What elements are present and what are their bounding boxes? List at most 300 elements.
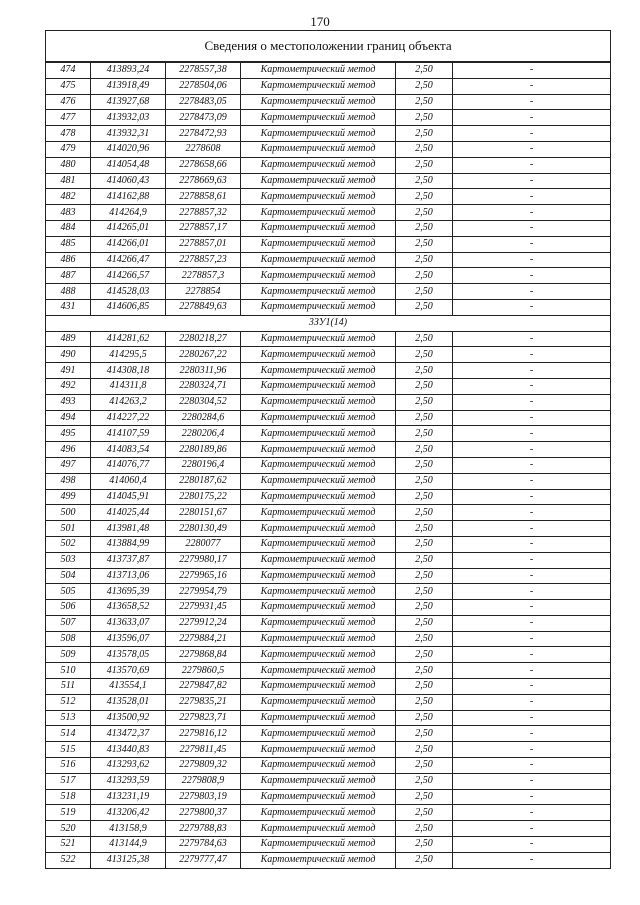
y-coordinate-cell: 2279884,21	[166, 631, 241, 647]
description-cell: -	[453, 126, 611, 142]
accuracy-cell: 2,50	[396, 268, 453, 284]
point-number-cell: 513	[46, 710, 91, 726]
description-cell: -	[453, 505, 611, 521]
point-number-cell: 489	[46, 331, 91, 347]
x-coordinate-cell: 413206,42	[91, 805, 166, 821]
x-coordinate-cell: 414076,77	[91, 457, 166, 473]
accuracy-cell: 2,50	[396, 173, 453, 189]
method-cell: Картометрический метод	[241, 505, 396, 521]
y-coordinate-cell: 2279835,21	[166, 694, 241, 710]
accuracy-cell: 2,50	[396, 62, 453, 78]
accuracy-cell: 2,50	[396, 852, 453, 868]
description-cell: -	[453, 220, 611, 236]
x-coordinate-cell: 414281,62	[91, 331, 166, 347]
table-row	[46, 347, 611, 363]
table-row	[46, 94, 611, 110]
accuracy-cell: 2,50	[396, 473, 453, 489]
method-cell: Картометрический метод	[241, 78, 396, 94]
table-row	[46, 157, 611, 173]
table-row	[46, 268, 611, 284]
x-coordinate-cell: 414263,2	[91, 394, 166, 410]
x-coordinate-cell: 414060,4	[91, 473, 166, 489]
description-cell: -	[453, 805, 611, 821]
accuracy-cell: 2,50	[396, 157, 453, 173]
accuracy-cell: 2,50	[396, 758, 453, 774]
point-number-cell: 481	[46, 173, 91, 189]
point-number-cell: 512	[46, 694, 91, 710]
method-cell: Картометрический метод	[241, 173, 396, 189]
method-cell: Картометрический метод	[241, 62, 396, 78]
table-row	[46, 663, 611, 679]
description-cell: -	[453, 299, 611, 315]
point-number-cell: 509	[46, 647, 91, 663]
accuracy-cell: 2,50	[396, 94, 453, 110]
point-number-cell: 490	[46, 347, 91, 363]
x-coordinate-cell: 414311,8	[91, 378, 166, 394]
method-cell: Картометрический метод	[241, 679, 396, 695]
table-row	[46, 141, 611, 157]
accuracy-cell: 2,50	[396, 821, 453, 837]
table-row	[46, 521, 611, 537]
x-coordinate-cell: 413927,68	[91, 94, 166, 110]
table-row	[46, 173, 611, 189]
x-coordinate-cell: 414060,43	[91, 173, 166, 189]
description-cell: -	[453, 615, 611, 631]
x-coordinate-cell: 414054,48	[91, 157, 166, 173]
description-cell: -	[453, 647, 611, 663]
x-coordinate-cell: 413440,83	[91, 742, 166, 758]
point-number-cell: 521	[46, 837, 91, 853]
method-cell: Картометрический метод	[241, 742, 396, 758]
point-number-cell: 488	[46, 284, 91, 300]
table-row	[46, 837, 611, 853]
description-cell: -	[453, 78, 611, 94]
accuracy-cell: 2,50	[396, 631, 453, 647]
method-cell: Картометрический метод	[241, 110, 396, 126]
y-coordinate-cell: 2279868,84	[166, 647, 241, 663]
x-coordinate-cell: 414083,54	[91, 442, 166, 458]
x-coordinate-cell: 414266,47	[91, 252, 166, 268]
y-coordinate-cell: 2279803,19	[166, 789, 241, 805]
description-cell: -	[453, 837, 611, 853]
method-cell: Картометрический метод	[241, 363, 396, 379]
y-coordinate-cell: 2279811,45	[166, 742, 241, 758]
table-body	[46, 31, 611, 869]
x-coordinate-cell: 413472,37	[91, 726, 166, 742]
x-coordinate-cell: 413981,48	[91, 521, 166, 537]
table-row	[46, 284, 611, 300]
description-cell: -	[453, 110, 611, 126]
accuracy-cell: 2,50	[396, 742, 453, 758]
method-cell: Картометрический метод	[241, 615, 396, 631]
x-coordinate-cell: 413918,49	[91, 78, 166, 94]
method-cell: Картометрический метод	[241, 394, 396, 410]
method-cell: Картометрический метод	[241, 473, 396, 489]
accuracy-cell: 2,50	[396, 442, 453, 458]
y-coordinate-cell: 2278849,63	[166, 299, 241, 315]
accuracy-cell: 2,50	[396, 600, 453, 616]
y-coordinate-cell: 2279912,24	[166, 615, 241, 631]
accuracy-cell: 2,50	[396, 584, 453, 600]
y-coordinate-cell: 2278858,61	[166, 189, 241, 205]
x-coordinate-cell: 413125,38	[91, 852, 166, 868]
table-row	[46, 852, 611, 868]
method-cell: Картометрический метод	[241, 726, 396, 742]
table-row	[46, 220, 611, 236]
point-number-cell: 502	[46, 536, 91, 552]
point-number-cell: 476	[46, 94, 91, 110]
y-coordinate-cell: 2278854	[166, 284, 241, 300]
table-row	[46, 647, 611, 663]
table-row	[46, 821, 611, 837]
y-coordinate-cell: 2278473,09	[166, 110, 241, 126]
y-coordinate-cell: 2280304,52	[166, 394, 241, 410]
method-cell: Картометрический метод	[241, 141, 396, 157]
method-cell: Картометрический метод	[241, 647, 396, 663]
accuracy-cell: 2,50	[396, 457, 453, 473]
point-number-cell: 519	[46, 805, 91, 821]
y-coordinate-cell: 2278608	[166, 141, 241, 157]
x-coordinate-cell: 413713,06	[91, 568, 166, 584]
method-cell: Картометрический метод	[241, 126, 396, 142]
y-coordinate-cell: 2280284,6	[166, 410, 241, 426]
y-coordinate-cell: 2278472,93	[166, 126, 241, 142]
point-number-cell: 498	[46, 473, 91, 489]
table-row	[46, 536, 611, 552]
accuracy-cell: 2,50	[396, 410, 453, 426]
description-cell: -	[453, 489, 611, 505]
accuracy-cell: 2,50	[396, 426, 453, 442]
description-cell: -	[453, 236, 611, 252]
x-coordinate-cell: 413884,99	[91, 536, 166, 552]
point-number-cell: 495	[46, 426, 91, 442]
point-number-cell: 500	[46, 505, 91, 521]
point-number-cell: 507	[46, 615, 91, 631]
description-cell: -	[453, 141, 611, 157]
description-cell: -	[453, 584, 611, 600]
accuracy-cell: 2,50	[396, 347, 453, 363]
point-number-cell: 499	[46, 489, 91, 505]
method-cell: Картометрический метод	[241, 94, 396, 110]
method-cell: Картометрический метод	[241, 220, 396, 236]
method-cell: Картометрический метод	[241, 805, 396, 821]
table-row	[46, 758, 611, 774]
x-coordinate-cell: 414528,03	[91, 284, 166, 300]
method-cell: Картометрический метод	[241, 852, 396, 868]
y-coordinate-cell: 2279777,47	[166, 852, 241, 868]
point-number-cell: 493	[46, 394, 91, 410]
point-number-cell: 510	[46, 663, 91, 679]
method-cell: Картометрический метод	[241, 710, 396, 726]
table-title: Сведения о местоположении границ объекта	[46, 31, 611, 63]
point-number-cell: 516	[46, 758, 91, 774]
point-number-cell: 431	[46, 299, 91, 315]
accuracy-cell: 2,50	[396, 252, 453, 268]
method-cell: Картометрический метод	[241, 600, 396, 616]
x-coordinate-cell: 413528,01	[91, 694, 166, 710]
point-number-cell: 506	[46, 600, 91, 616]
point-number-cell: 479	[46, 141, 91, 157]
table-row	[46, 236, 611, 252]
accuracy-cell: 2,50	[396, 236, 453, 252]
accuracy-cell: 2,50	[396, 78, 453, 94]
accuracy-cell: 2,50	[396, 789, 453, 805]
table-row	[46, 442, 611, 458]
point-number-cell: 501	[46, 521, 91, 537]
method-cell: Картометрический метод	[241, 347, 396, 363]
x-coordinate-cell: 414264,9	[91, 205, 166, 221]
method-cell: Картометрический метод	[241, 442, 396, 458]
accuracy-cell: 2,50	[396, 568, 453, 584]
y-coordinate-cell: 2278504,06	[166, 78, 241, 94]
x-coordinate-cell: 414266,57	[91, 268, 166, 284]
description-cell: -	[453, 252, 611, 268]
y-coordinate-cell: 2279980,17	[166, 552, 241, 568]
table-row	[46, 694, 611, 710]
y-coordinate-cell: 2278557,38	[166, 62, 241, 78]
y-coordinate-cell: 2280151,67	[166, 505, 241, 521]
accuracy-cell: 2,50	[396, 489, 453, 505]
table-row	[46, 62, 611, 78]
method-cell: Картометрический метод	[241, 331, 396, 347]
description-cell: -	[453, 268, 611, 284]
description-cell: -	[453, 442, 611, 458]
method-cell: Картометрический метод	[241, 410, 396, 426]
description-cell: -	[453, 521, 611, 537]
y-coordinate-cell: 2279788,83	[166, 821, 241, 837]
accuracy-cell: 2,50	[396, 205, 453, 221]
method-cell: Картометрический метод	[241, 552, 396, 568]
y-coordinate-cell: 2279954,79	[166, 584, 241, 600]
method-cell: Картометрический метод	[241, 521, 396, 537]
x-coordinate-cell: 414107,59	[91, 426, 166, 442]
table-row	[46, 600, 611, 616]
point-number-cell: 511	[46, 679, 91, 695]
point-number-cell: 515	[46, 742, 91, 758]
y-coordinate-cell: 2278857,23	[166, 252, 241, 268]
y-coordinate-cell: 2278857,3	[166, 268, 241, 284]
table-row	[46, 584, 611, 600]
description-cell: -	[453, 189, 611, 205]
accuracy-cell: 2,50	[396, 552, 453, 568]
method-cell: Картометрический метод	[241, 584, 396, 600]
y-coordinate-cell: 2279784,63	[166, 837, 241, 853]
description-cell: -	[453, 347, 611, 363]
point-number-cell: 483	[46, 205, 91, 221]
table-row	[46, 631, 611, 647]
y-coordinate-cell: 2278483,05	[166, 94, 241, 110]
accuracy-cell: 2,50	[396, 299, 453, 315]
point-number-cell: 505	[46, 584, 91, 600]
method-cell: Картометрический метод	[241, 426, 396, 442]
x-coordinate-cell: 413144,9	[91, 837, 166, 853]
description-cell: -	[453, 773, 611, 789]
point-number-cell: 504	[46, 568, 91, 584]
accuracy-cell: 2,50	[396, 220, 453, 236]
method-cell: Картометрический метод	[241, 821, 396, 837]
section-label: 3ЗУ1(14)	[46, 315, 611, 331]
table-row	[46, 789, 611, 805]
x-coordinate-cell: 413231,19	[91, 789, 166, 805]
accuracy-cell: 2,50	[396, 189, 453, 205]
table-row	[46, 726, 611, 742]
y-coordinate-cell: 2280206,4	[166, 426, 241, 442]
table-row	[46, 252, 611, 268]
description-cell: -	[453, 631, 611, 647]
method-cell: Картометрический метод	[241, 284, 396, 300]
point-number-cell: 517	[46, 773, 91, 789]
x-coordinate-cell: 413893,24	[91, 62, 166, 78]
x-coordinate-cell: 413500,92	[91, 710, 166, 726]
accuracy-cell: 2,50	[396, 110, 453, 126]
point-number-cell: 477	[46, 110, 91, 126]
table-row	[46, 679, 611, 695]
description-cell: -	[453, 852, 611, 868]
table-row	[46, 489, 611, 505]
y-coordinate-cell: 2280077	[166, 536, 241, 552]
y-coordinate-cell: 2280218,27	[166, 331, 241, 347]
point-number-cell: 482	[46, 189, 91, 205]
accuracy-cell: 2,50	[396, 378, 453, 394]
description-cell: -	[453, 94, 611, 110]
x-coordinate-cell: 413633,07	[91, 615, 166, 631]
y-coordinate-cell: 2279860,5	[166, 663, 241, 679]
accuracy-cell: 2,50	[396, 521, 453, 537]
table-row	[46, 331, 611, 347]
point-number-cell: 497	[46, 457, 91, 473]
accuracy-cell: 2,50	[396, 647, 453, 663]
x-coordinate-cell: 414020,96	[91, 141, 166, 157]
description-cell: -	[453, 679, 611, 695]
y-coordinate-cell: 2280324,71	[166, 378, 241, 394]
y-coordinate-cell: 2279823,71	[166, 710, 241, 726]
boundary-coordinates-table	[45, 30, 611, 869]
point-number-cell: 474	[46, 62, 91, 78]
point-number-cell: 520	[46, 821, 91, 837]
x-coordinate-cell: 413695,39	[91, 584, 166, 600]
y-coordinate-cell: 2279931,45	[166, 600, 241, 616]
table-row	[46, 426, 611, 442]
accuracy-cell: 2,50	[396, 679, 453, 695]
point-number-cell: 518	[46, 789, 91, 805]
method-cell: Картометрический метод	[241, 773, 396, 789]
y-coordinate-cell: 2278857,01	[166, 236, 241, 252]
method-cell: Картометрический метод	[241, 694, 396, 710]
y-coordinate-cell: 2278669,63	[166, 173, 241, 189]
table-row	[46, 394, 611, 410]
table-row	[46, 299, 611, 315]
accuracy-cell: 2,50	[396, 126, 453, 142]
y-coordinate-cell: 2280187,62	[166, 473, 241, 489]
x-coordinate-cell: 414265,01	[91, 220, 166, 236]
table-row	[46, 363, 611, 379]
point-number-cell: 484	[46, 220, 91, 236]
method-cell: Картометрический метод	[241, 252, 396, 268]
x-coordinate-cell: 413596,07	[91, 631, 166, 647]
table-row	[46, 126, 611, 142]
description-cell: -	[453, 157, 611, 173]
description-cell: -	[453, 473, 611, 489]
y-coordinate-cell: 2279800,37	[166, 805, 241, 821]
description-cell: -	[453, 378, 611, 394]
accuracy-cell: 2,50	[396, 805, 453, 821]
y-coordinate-cell: 2280267,22	[166, 347, 241, 363]
accuracy-cell: 2,50	[396, 726, 453, 742]
table-row	[46, 110, 611, 126]
point-number-cell: 494	[46, 410, 91, 426]
x-coordinate-cell: 413293,62	[91, 758, 166, 774]
table-row	[46, 473, 611, 489]
point-number-cell: 496	[46, 442, 91, 458]
x-coordinate-cell: 414025,44	[91, 505, 166, 521]
description-cell: -	[453, 663, 611, 679]
x-coordinate-cell: 413554,1	[91, 679, 166, 695]
point-number-cell: 491	[46, 363, 91, 379]
accuracy-cell: 2,50	[396, 284, 453, 300]
accuracy-cell: 2,50	[396, 773, 453, 789]
y-coordinate-cell: 2279816,12	[166, 726, 241, 742]
point-number-cell: 522	[46, 852, 91, 868]
description-cell: -	[453, 789, 611, 805]
point-number-cell: 478	[46, 126, 91, 142]
description-cell: -	[453, 694, 611, 710]
point-number-cell: 480	[46, 157, 91, 173]
method-cell: Картометрический метод	[241, 205, 396, 221]
y-coordinate-cell: 2279809,32	[166, 758, 241, 774]
accuracy-cell: 2,50	[396, 710, 453, 726]
method-cell: Картометрический метод	[241, 789, 396, 805]
description-cell: -	[453, 742, 611, 758]
x-coordinate-cell: 413293,59	[91, 773, 166, 789]
table-row	[46, 742, 611, 758]
point-number-cell: 508	[46, 631, 91, 647]
description-cell: -	[453, 710, 611, 726]
description-cell: -	[453, 536, 611, 552]
description-cell: -	[453, 726, 611, 742]
method-cell: Картометрический метод	[241, 631, 396, 647]
method-cell: Картометрический метод	[241, 758, 396, 774]
accuracy-cell: 2,50	[396, 615, 453, 631]
x-coordinate-cell: 413578,05	[91, 647, 166, 663]
table-row	[46, 552, 611, 568]
method-cell: Картометрический метод	[241, 299, 396, 315]
x-coordinate-cell: 414606,85	[91, 299, 166, 315]
point-number-cell: 475	[46, 78, 91, 94]
accuracy-cell: 2,50	[396, 505, 453, 521]
table-row	[46, 457, 611, 473]
description-cell: -	[453, 205, 611, 221]
point-number-cell: 485	[46, 236, 91, 252]
description-cell: -	[453, 394, 611, 410]
description-cell: -	[453, 758, 611, 774]
description-cell: -	[453, 62, 611, 78]
table-row	[46, 378, 611, 394]
x-coordinate-cell: 414162,88	[91, 189, 166, 205]
accuracy-cell: 2,50	[396, 394, 453, 410]
y-coordinate-cell: 2280175,22	[166, 489, 241, 505]
y-coordinate-cell: 2278857,17	[166, 220, 241, 236]
x-coordinate-cell: 413658,52	[91, 600, 166, 616]
description-cell: -	[453, 426, 611, 442]
method-cell: Картометрический метод	[241, 157, 396, 173]
description-cell: -	[453, 600, 611, 616]
x-coordinate-cell: 413932,31	[91, 126, 166, 142]
accuracy-cell: 2,50	[396, 536, 453, 552]
table-row	[46, 205, 611, 221]
y-coordinate-cell: 2278658,66	[166, 157, 241, 173]
table-row	[46, 78, 611, 94]
table-row	[46, 189, 611, 205]
